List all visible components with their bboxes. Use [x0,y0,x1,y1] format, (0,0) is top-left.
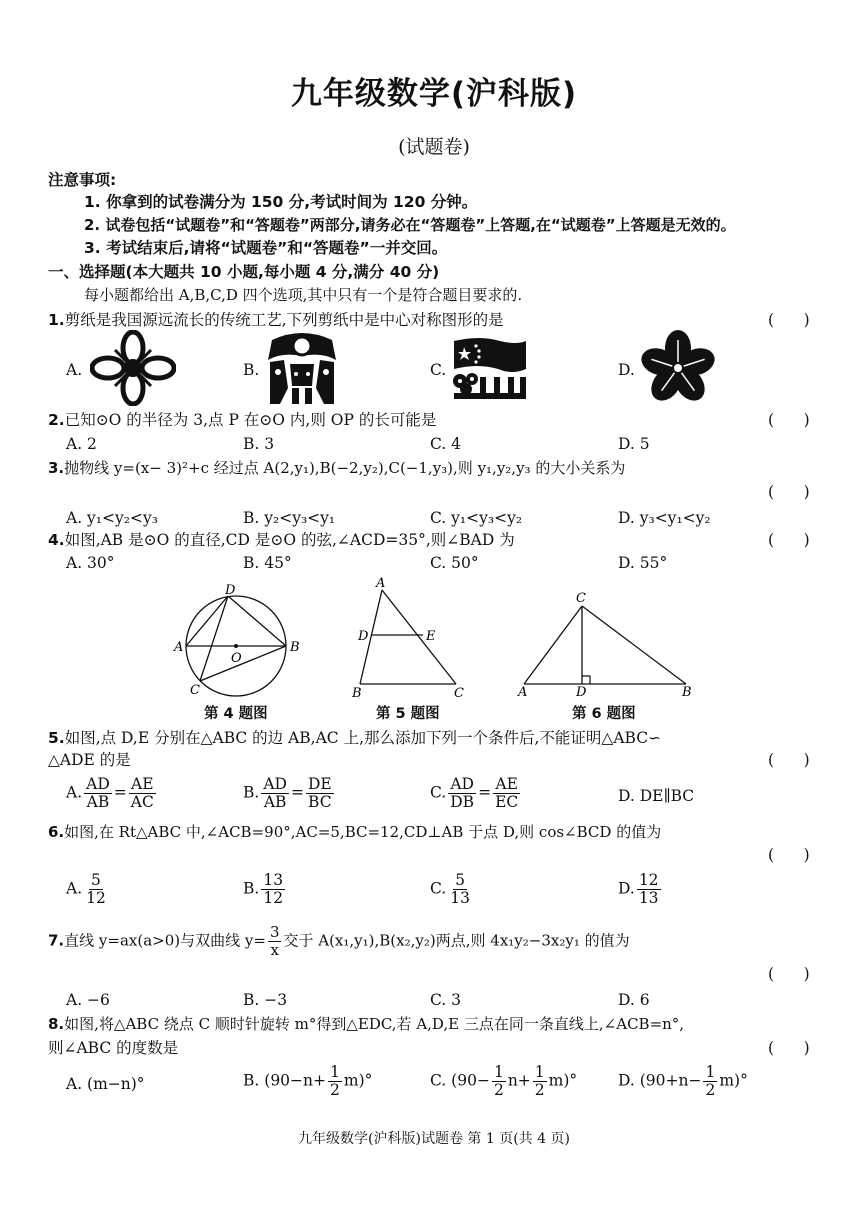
equals-sign: = [478,783,492,802]
q2-option-c: C. 4 [430,435,462,453]
question-8 [48,1014,684,1034]
q1-option-a: A. [66,361,83,379]
notice-item-3: 3. 考试结束后,请将“试题卷”和“答题卷”一并交回。 [84,239,448,257]
fig6-right-angle-mark [582,676,590,684]
fig6-label-a: A [518,685,528,700]
expression-part: (90− [451,1071,490,1090]
fig4-segment-db [228,596,286,646]
fig5-label-b: B [352,686,362,700]
numerator: DE [307,775,332,793]
q5-option-a [66,776,158,811]
fig6-label-b: B [682,685,692,700]
question-7 [48,924,630,959]
question-4 [48,530,515,550]
answer-blank: ( ) [768,411,810,429]
question-text: 如图,AB 是⊙O 的直径,CD 是⊙O 的弦,∠ACD=35°,则∠BAD 为 [64,531,515,549]
question-text: 直线 y=ax(a>0)与双曲线 y= [64,931,266,950]
fig5-label-e: E [426,629,436,644]
option-letter: C. [430,879,447,898]
figure-4 [170,580,310,700]
option-letter: C. [430,1071,447,1090]
fraction [637,872,661,907]
fraction [492,1064,506,1099]
fraction [261,776,289,811]
option-letter: B. [243,879,260,898]
denominator: DB [450,793,475,811]
fraction [533,1064,547,1099]
q1-option-c: C. [430,361,447,379]
q7-option-d: D. 6 [618,991,650,1009]
fraction [84,872,108,907]
papercut-flag-image [450,335,530,403]
fig4-label-a: A [174,640,184,655]
equals-sign: = [290,783,304,802]
option-letter: B. [243,783,260,802]
notice-heading: 注意事项: [48,171,117,189]
q1-option-b: B. [243,361,260,379]
figure-6-caption: 第 6 题图 [572,706,636,722]
numerator: 5 [455,871,466,889]
q6-option-c [430,872,474,907]
answer-blank: ( ) [768,311,810,329]
fig5-label-d: D [358,629,369,644]
papercut-blossom-image [638,330,718,406]
fig4-center-point [234,644,238,648]
fig4-label-b: B [290,640,300,655]
q8-option-a: A. (m−n)° [66,1075,145,1093]
question-8-continued: 则∠ABC 的度数是 [48,1039,179,1057]
numerator: AD [450,775,474,793]
fraction [268,924,282,959]
fraction [306,776,334,811]
denominator: AB [86,793,110,811]
fig5-label-c: C [454,686,464,700]
question-text: 如图,点 D,E 分别在△ABC 的边 AB,AC 上,那么添加下列一个条件后,不能证明△ABC∽ [64,729,662,747]
numerator: AE [495,775,518,793]
q2-option-b: B. 3 [243,435,275,453]
answer-blank: ( ) [768,846,810,864]
question-number: 8. [48,1015,65,1033]
q4-option-d: D. 55° [618,554,668,572]
question-text: 如图,在 Rt△ABC 中,∠ACB=90°,AC=5,BC=12,CD⊥AB 于点 D,则 cos∠BCD 的值为 [64,823,662,841]
section-heading: 一、选择题(本大题共 10 小题,每小题 4 分,满分 40 分) [48,263,440,281]
fraction [448,872,472,907]
denominator: x [270,941,279,959]
q3-option-b: B. y₂<y₃<y₁ [243,509,336,527]
fig4-segment-cb [200,646,286,681]
question-1 [48,310,504,330]
numerator: 5 [91,871,101,889]
q5-option-c [430,776,522,811]
fig6-side-ca [524,606,582,684]
fig6-side-cb [582,606,686,684]
question-6 [48,822,661,842]
figure-6 [512,588,702,700]
answer-blank: ( ) [768,483,810,501]
question-5-continued: △ADE 的是 [48,751,131,769]
q8-option-b [243,1064,372,1099]
expression-part: n+ [507,1071,531,1090]
q8-option-d [618,1064,748,1099]
question-number: 6. [48,823,65,841]
numerator: 3 [269,923,280,941]
equals-sign: = [113,783,127,802]
fraction [129,776,156,811]
q2-option-a: A. 2 [66,435,97,453]
q4-option-c: C. 50° [430,554,479,572]
expression-part: m)° [548,1071,578,1090]
q3-option-a: A. y₁<y₂<y₃ [66,509,158,527]
q7-option-c: C. 3 [430,991,462,1009]
q7-option-a: A. −6 [66,991,110,1009]
answer-blank: ( ) [768,965,810,983]
question-text-continued: 交于 A(x₁,y₁),B(x₂,y₂)两点,则 4x₁y₂−3x₂y₁ 的值为 [283,931,630,950]
q6-option-b [243,872,287,907]
numerator: 12 [638,871,659,889]
question-2 [48,410,436,430]
answer-blank: ( ) [768,1039,810,1057]
question-number: 4. [48,531,65,549]
numerator: 1 [534,1063,545,1081]
denominator: AC [130,793,154,811]
fraction [703,1064,717,1099]
q5-option-d: D. DE∥BC [618,787,695,805]
answer-blank: ( ) [768,751,810,769]
numerator: 1 [330,1063,340,1081]
q3-option-d: D. y₃<y₁<y₂ [618,509,711,527]
q8-option-c [430,1064,577,1099]
figure-4-caption: 第 4 题图 [204,706,268,722]
papercut-lion-image [262,330,342,406]
fraction [261,872,285,907]
q2-option-d: D. 5 [618,435,650,453]
answer-blank: ( ) [768,531,810,549]
denominator: 2 [705,1081,716,1099]
denominator: 2 [534,1081,545,1099]
denominator: 12 [263,889,284,907]
notice-item-2: 2. 试卷包括“试题卷”和“答题卷”两部分,请务必在“答题卷”上答题,在“试题卷”上答题是无效的。 [84,216,736,234]
figure-5 [348,574,473,700]
q7-option-b: B. −3 [243,991,288,1009]
denominator: 13 [450,889,470,907]
q4-option-b: B. 45° [243,554,292,572]
question-3 [48,458,625,478]
q6-option-a [66,872,110,907]
fig4-chord-cd [200,596,228,681]
option-letter: A. [66,879,83,898]
notice-item-1: 1. 你拿到的试卷满分为 150 分,考试时间为 120 分钟。 [84,193,478,211]
question-number: 7. [48,931,65,950]
expression-part: (90+n− [639,1071,702,1090]
numerator: AD [263,775,287,793]
denominator: 2 [493,1081,504,1099]
fig4-label-c: C [190,683,200,698]
fig6-label-c: C [576,591,586,606]
question-text: 剪纸是我国源远流长的传统工艺,下列剪纸中是中心对称图形的是 [64,311,504,329]
papercut-flower-image [90,330,176,406]
denominator: 2 [330,1081,340,1099]
numerator: AD [86,775,110,793]
option-letter: B. [243,1071,260,1090]
option-letter: A. [66,783,83,802]
q4-option-a: A. 30° [66,554,115,572]
numerator: AE [131,775,154,793]
option-letter: C. [430,783,447,802]
expression-part: m)° [343,1071,373,1090]
numerator: 1 [705,1063,716,1081]
option-letter: D. [618,879,635,898]
numerator: 13 [263,871,284,889]
q3-option-c: C. y₁<y₃<y₂ [430,509,523,527]
question-number: 1. [48,311,65,329]
denominator: BC [308,793,332,811]
fraction [328,1064,342,1099]
denominator: 13 [638,889,659,907]
fraction [84,776,112,811]
q1-option-d: D. [618,361,635,379]
page-subtitle: (试题卷) [398,136,470,158]
question-text: 抛物线 y=(x− 3)²+c 经过点 A(2,y₁),B(−2,y₂),C(−1,y₃),则 y₁,y₂,y₃ 的大小关系为 [64,459,626,477]
question-5 [48,728,661,748]
denominator: 12 [86,889,106,907]
question-text: 已知⊙O 的半径为 3,点 P 在⊙O 内,则 OP 的长可能是 [64,411,437,429]
expression-part: (90−n+ [264,1071,326,1090]
page-title: 九年级数学(沪科版) [290,76,578,112]
fig5-side-ac [382,590,456,684]
page-footer: 九年级数学(沪科版)试题卷 第 1 页(共 4 页) [298,1131,570,1147]
section-instruction: 每小题都给出 A,B,C,D 四个选项,其中只有一个是符合题目要求的. [84,286,523,304]
option-letter: D. [618,1071,635,1090]
figure-5-caption: 第 5 题图 [376,706,440,722]
fraction [493,776,520,811]
fig4-label-d: D [225,583,236,598]
fraction [448,776,476,811]
q5-option-b [243,776,336,811]
numerator: 1 [493,1063,504,1081]
denominator: AB [263,793,287,811]
fig4-label-o: O [231,651,242,666]
fig6-label-d: D [576,685,587,700]
question-number: 2. [48,411,65,429]
question-text: 如图,将△ABC 绕点 C 顺时针旋转 m°得到△EDC,若 A,D,E 三点在同一条直线上,∠ACB=n°, [64,1015,685,1033]
q6-option-d [618,872,663,907]
fig5-label-a: A [376,576,386,591]
expression-part: m)° [719,1071,748,1090]
question-number: 5. [48,729,65,747]
question-number: 3. [48,459,65,477]
denominator: EC [495,793,519,811]
